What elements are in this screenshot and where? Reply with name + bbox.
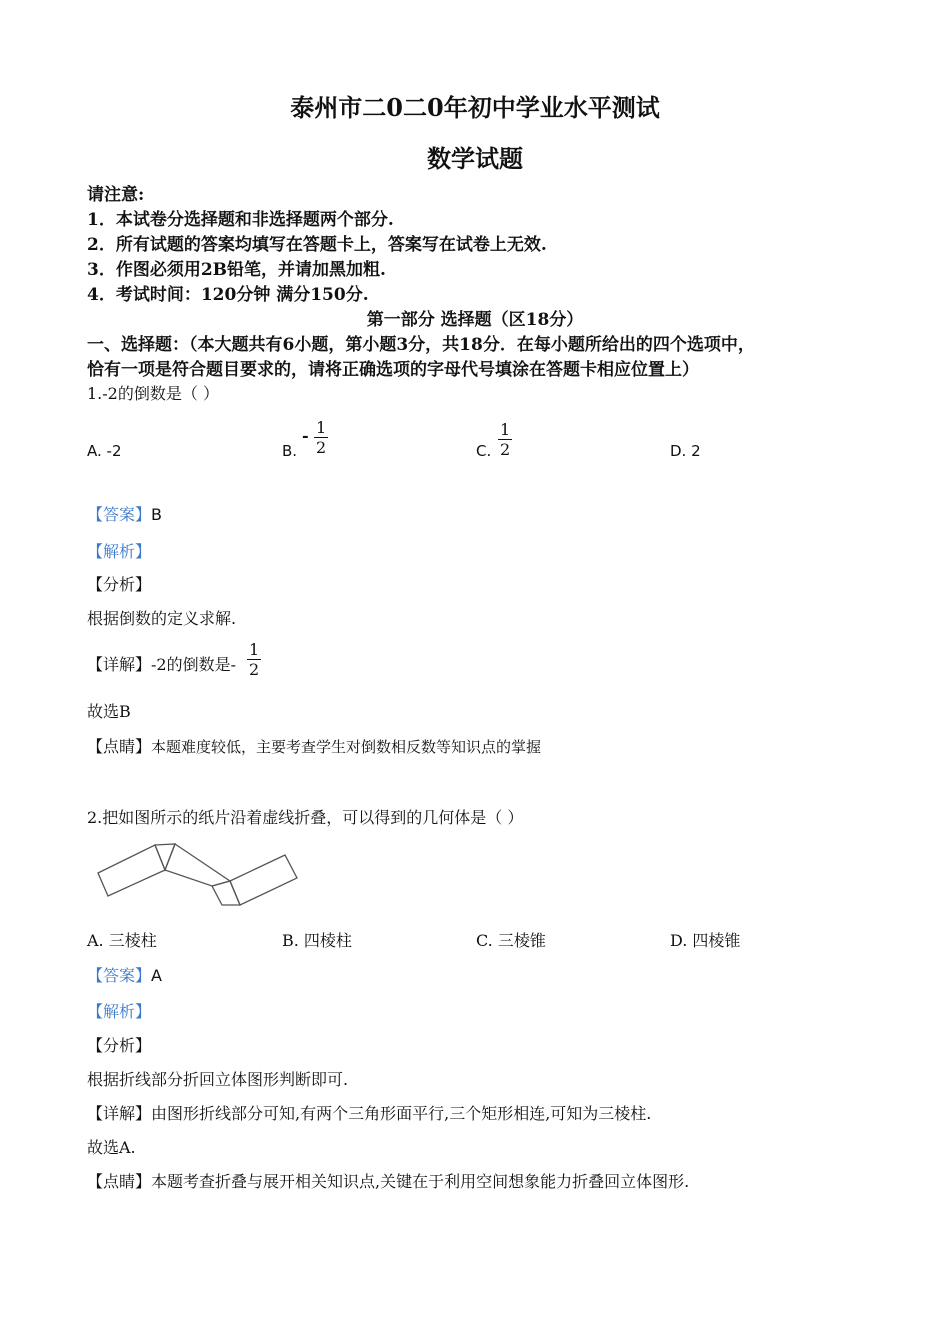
exam-title: 泰州市二0二0年初中学业水平测试 [290, 93, 660, 122]
dianjing-tag: 【点睛】 [87, 1172, 152, 1191]
q1-xiangjie-line [87, 652, 236, 675]
answer-value: B [151, 505, 162, 524]
q1-fenxi-tag: 【分析】 [87, 575, 152, 594]
q1-option-b-sign: - [302, 426, 309, 445]
dianjing-text: 本题考查折叠与展开相关知识点,关键在于利用空间想象能力折叠回立体图形. [151, 1172, 690, 1191]
q1-option-b-fraction [314, 418, 328, 457]
answer-tag: 【答案】 [87, 966, 152, 985]
section-heading-line1: 一、选择题：（本大题共有6小题，第小题3分，共18分．在每小题所给出的四个选项中， [87, 335, 755, 355]
fraction-numerator: 1 [500, 420, 511, 439]
answer-tag: 【答案】 [87, 505, 152, 524]
section-heading-line2: 恰有一项是符合题目要求的，请将正确选项的字母代号填涂在答题卡相应位置上） [87, 360, 699, 380]
q2-xiangjie [87, 1101, 651, 1124]
q2-stem: 2.把如图所示的纸片沿着虚线折叠，可以得到的几何体是（ ） [87, 808, 524, 827]
fraction-numerator: 1 [249, 640, 260, 659]
q1-fenxi-text: 根据倒数的定义求解. [87, 609, 237, 628]
q1-stem: 1.-2的倒数是（ ） [87, 384, 219, 403]
notice-item: 4．考试时间：120分钟 满分150分. [87, 285, 369, 305]
xiangjie-tag: 【详解】 [87, 1104, 152, 1123]
xiangjie-tag: 【详解】 [87, 655, 152, 674]
notice-item: 2．所有试题的答案均填写在答题卡上，答案写在试卷上无效. [87, 235, 547, 255]
q2-option-d: D. 四棱锥 [670, 931, 741, 950]
fraction-numerator: 1 [316, 418, 327, 437]
notice-item: 3．作图必须用2B铅笔，并请加黑加粗. [87, 260, 386, 280]
q1-answer [87, 502, 162, 525]
q2-option-c: C. 三棱锥 [476, 931, 546, 950]
q1-dianjing [87, 734, 541, 757]
q1-xiangjie-fraction [247, 640, 261, 679]
part-heading: 第一部分 选择题（区18分） [366, 310, 584, 330]
q1-option-a: A. -2 [87, 442, 122, 460]
q1-option-c-label: C. [476, 442, 492, 460]
q1-option-d: D. 2 [670, 442, 701, 460]
dianjing-tag: 【点睛】 [87, 737, 152, 756]
q2-dianjing [87, 1169, 689, 1192]
notice-item: 1．本试卷分选择题和非选择题两个部分. [87, 210, 394, 230]
notice-heading: 请注意: [87, 185, 145, 205]
q1-guxuan: 故选B [87, 702, 131, 721]
answer-value: A [151, 966, 162, 985]
xiangjie-text: -2的倒数是- [151, 655, 237, 674]
q2-guxuan: 故选A. [87, 1138, 136, 1157]
q1-option-b-label: B. [282, 442, 298, 460]
fraction-denominator: 2 [316, 438, 327, 457]
exam-subtitle: 数学试题 [427, 144, 523, 173]
q2-answer [87, 963, 162, 986]
fraction-denominator: 2 [249, 660, 260, 679]
q2-jiexi-tag: 【解析】 [87, 1002, 152, 1021]
q1-option-c-fraction [498, 420, 512, 459]
q2-option-a: A. 三棱柱 [87, 931, 157, 950]
dianjing-text: 本题难度较低，主要考查学生对倒数相反数等知识点的掌握 [151, 738, 542, 756]
xiangjie-text: 由图形折线部分可知,有两个三角形面平行,三个矩形相连,可知为三棱柱. [151, 1104, 652, 1123]
q2-option-b: B. 四棱柱 [282, 931, 352, 950]
q2-fenxi-tag: 【分析】 [87, 1036, 152, 1055]
q1-jiexi-tag: 【解析】 [87, 542, 152, 561]
folded-paper-figure [90, 838, 305, 913]
fraction-denominator: 2 [500, 440, 511, 459]
q2-fenxi-text: 根据折线部分折回立体图形判断即可. [87, 1070, 349, 1089]
